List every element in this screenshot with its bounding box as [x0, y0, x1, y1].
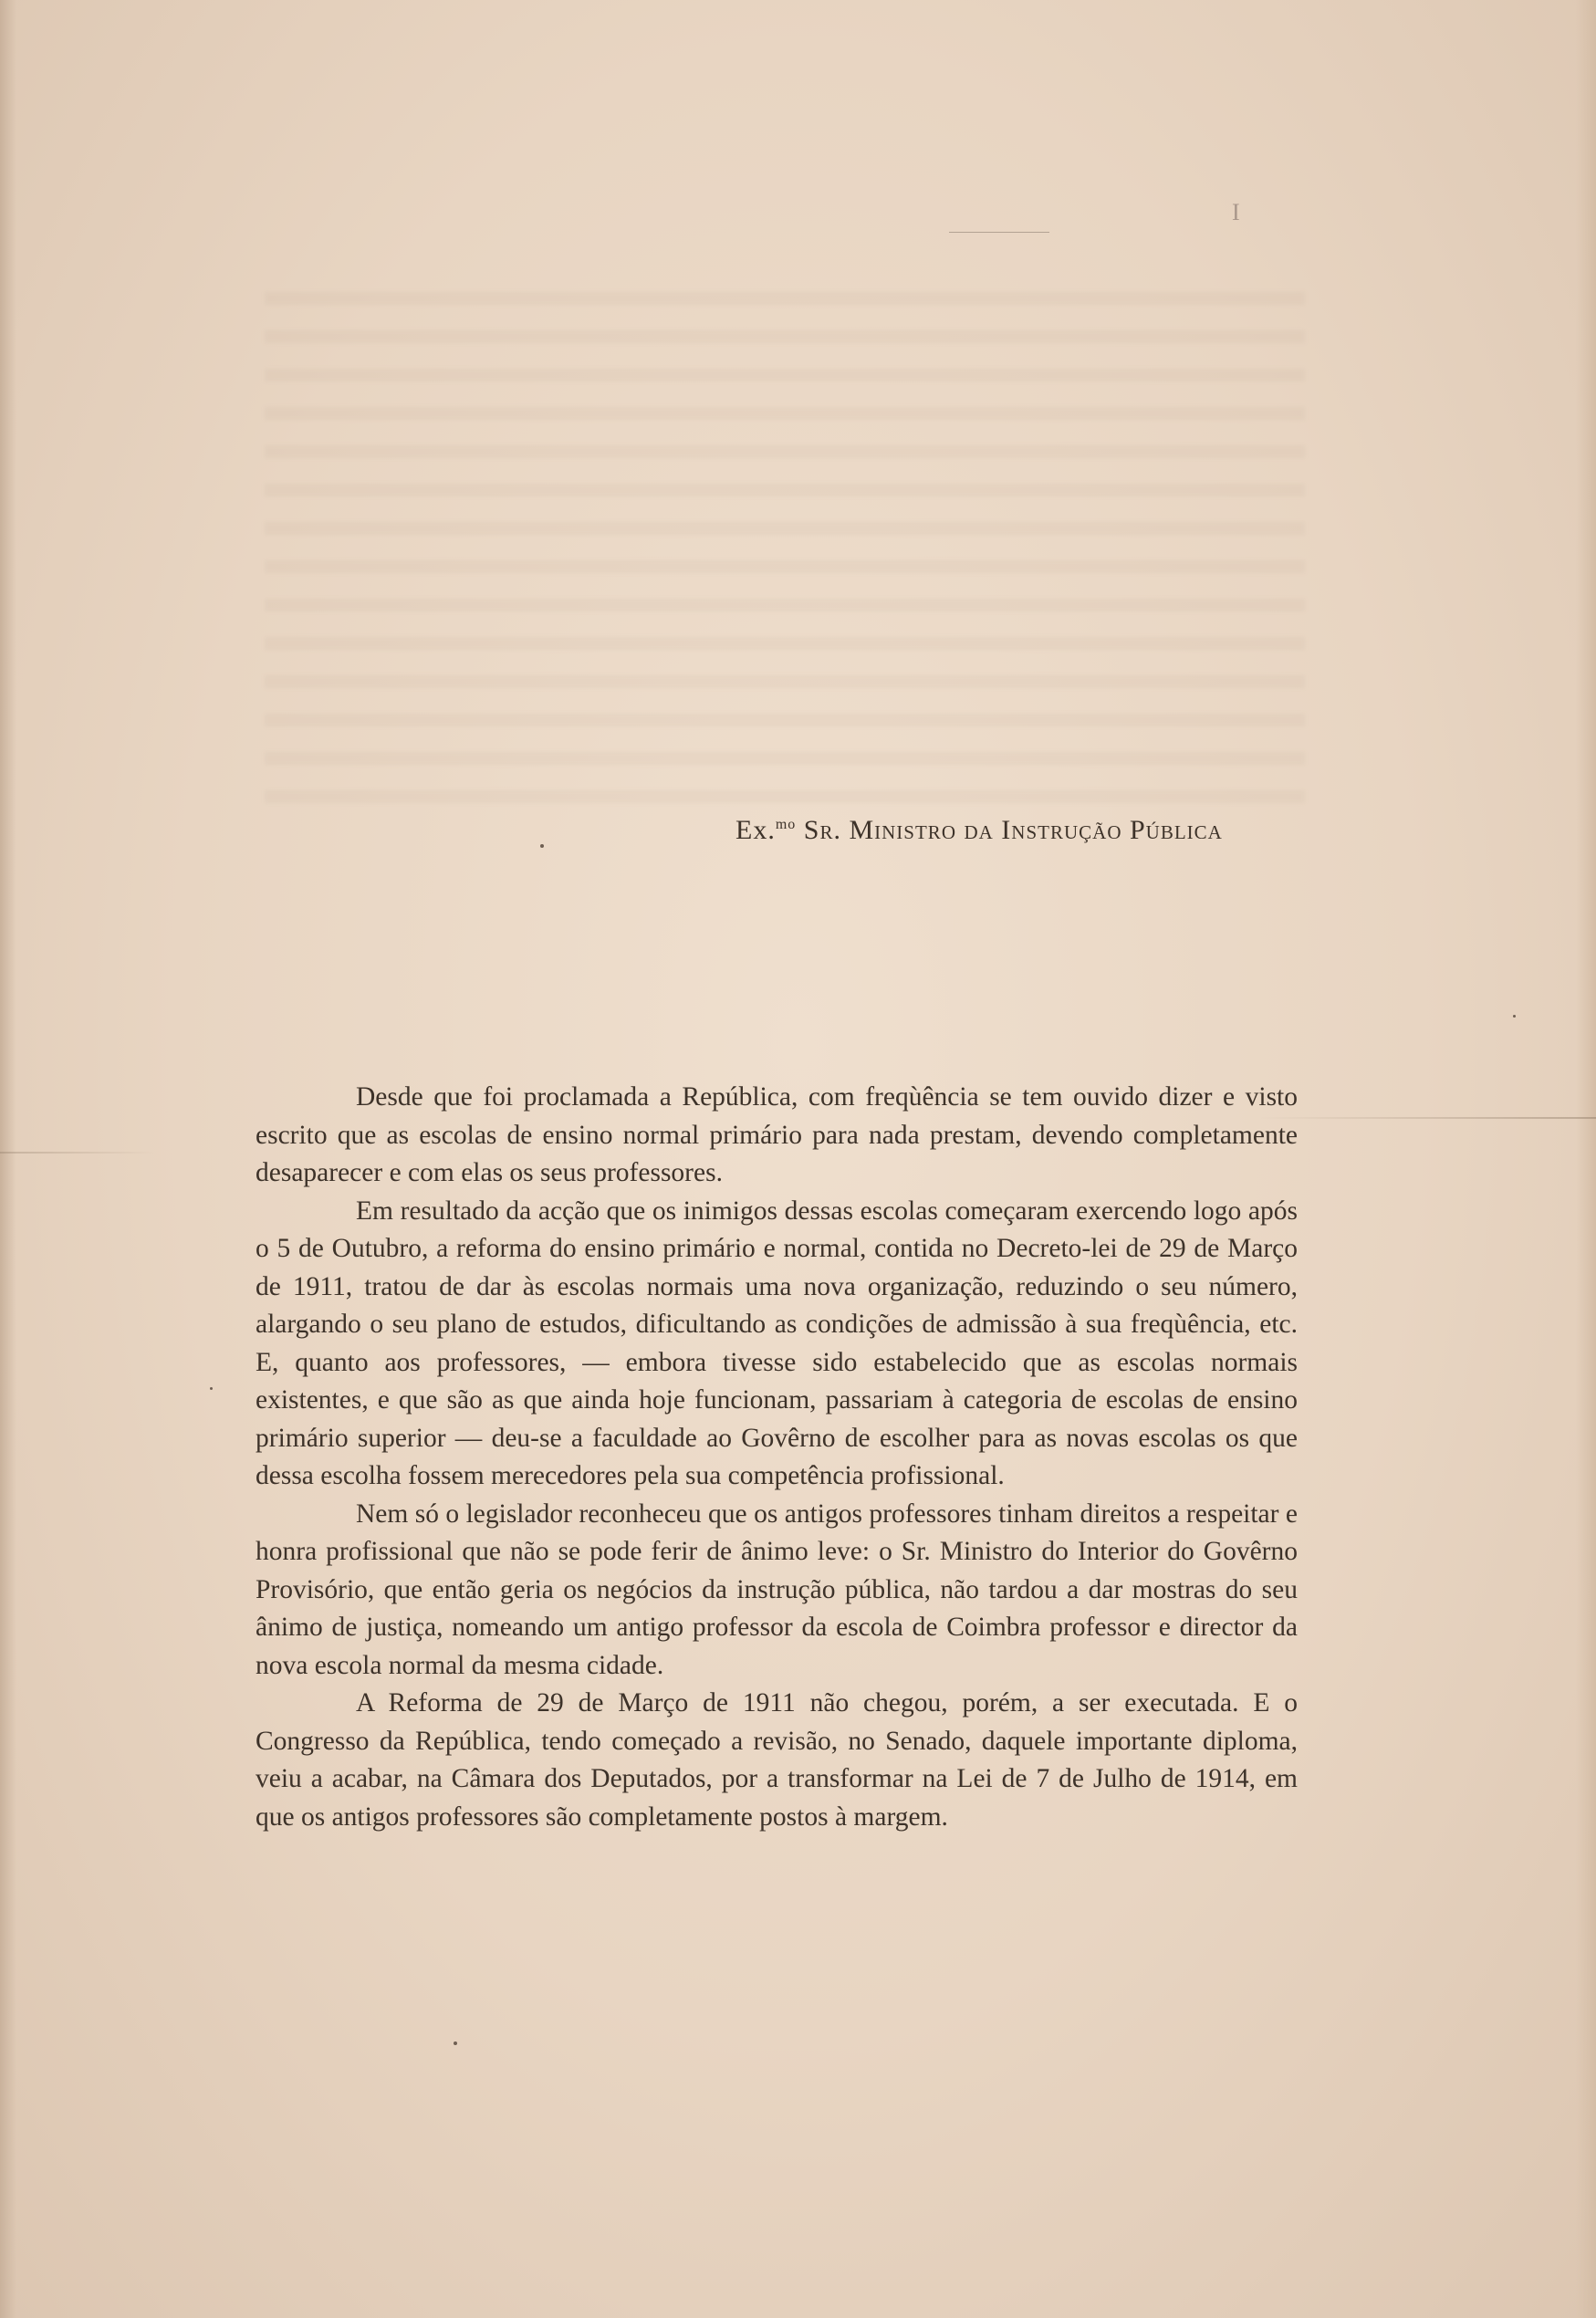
page-right-edge-shadow — [1576, 0, 1596, 2318]
page-left-edge-shadow — [0, 0, 16, 2318]
ink-speck — [540, 844, 544, 848]
ink-speck — [454, 2041, 457, 2045]
paper-fold-line-left — [0, 1152, 155, 1154]
paragraph-3: Nem só o legislador reconheceu que os antigos professores tinham direitos a respeitar e honra profissional que não se pode ferir de ânimo leve: o Sr. Ministro do Interior do Govêrno Provisório, que então geria os negócios da instrução pública, não tardou a dar mostras do seu ânimo de justiça, nomeando um antigo professor da escola de Coimbra professor e director da nova escola normal da mesma cidade. — [256, 1498, 1298, 1680]
paragraph-2: Em resultado da acção que os inimigos dessas escolas começaram exercendo logo após o 5 de Outubro, a reforma do ensino primário e normal, contida no Decreto-lei de 29 de Março de 1911, tratou de dar às escolas normais uma nova organização, reduzindo o seu número, alargando o seu plano de estudos, dificultando as condições de admissão à sua freqùência, etc. E, quanto aos professores, — embora tivesse sido estabelecido que as escolas normais existentes, e que são as que ainda hoje funcionam, passariam à categoria de escolas de ensino primário superior — deu-se a faculdade ao Govêrno de escolher para as novas escolas os que dessa escolha fossem merecedores pela sua competência profissional. — [256, 1196, 1298, 1490]
paragraph-4: A Reforma de 29 de Março de 1911 não chegou, porém, a ser executada. E o Congresso da República, tendo começado a revisão, no Senado, daquele importante diploma, veiu a acabar, na Câmara dos Deputados, por a transformar na Lei de 7 de Julho de 1914, em que os antigos professores são completamente postos à margem. — [256, 1688, 1298, 1832]
page-marker: I — [1232, 199, 1240, 225]
ink-speck — [1513, 1015, 1516, 1018]
paper-fold-line — [1259, 1117, 1596, 1119]
top-dash-mark — [949, 232, 1049, 233]
paragraph-1: Desde que foi proclamada a República, com freqùência se tem ouvido dizer e visto escrito que as escolas de ensino normal primário para nada prestam, devendo completamente desaparecer e com elas os seus professores. — [256, 1082, 1298, 1187]
body-text — [256, 1079, 1298, 1836]
salutation-title: Sr. Ministro da Instrução Pública — [803, 815, 1223, 845]
salutation-ex: Ex. — [735, 815, 776, 845]
show-through-text — [265, 292, 1305, 803]
salutation-heading — [735, 815, 1223, 846]
ink-speck — [210, 1387, 213, 1390]
salutation-ex-superscript: mo — [775, 817, 797, 832]
